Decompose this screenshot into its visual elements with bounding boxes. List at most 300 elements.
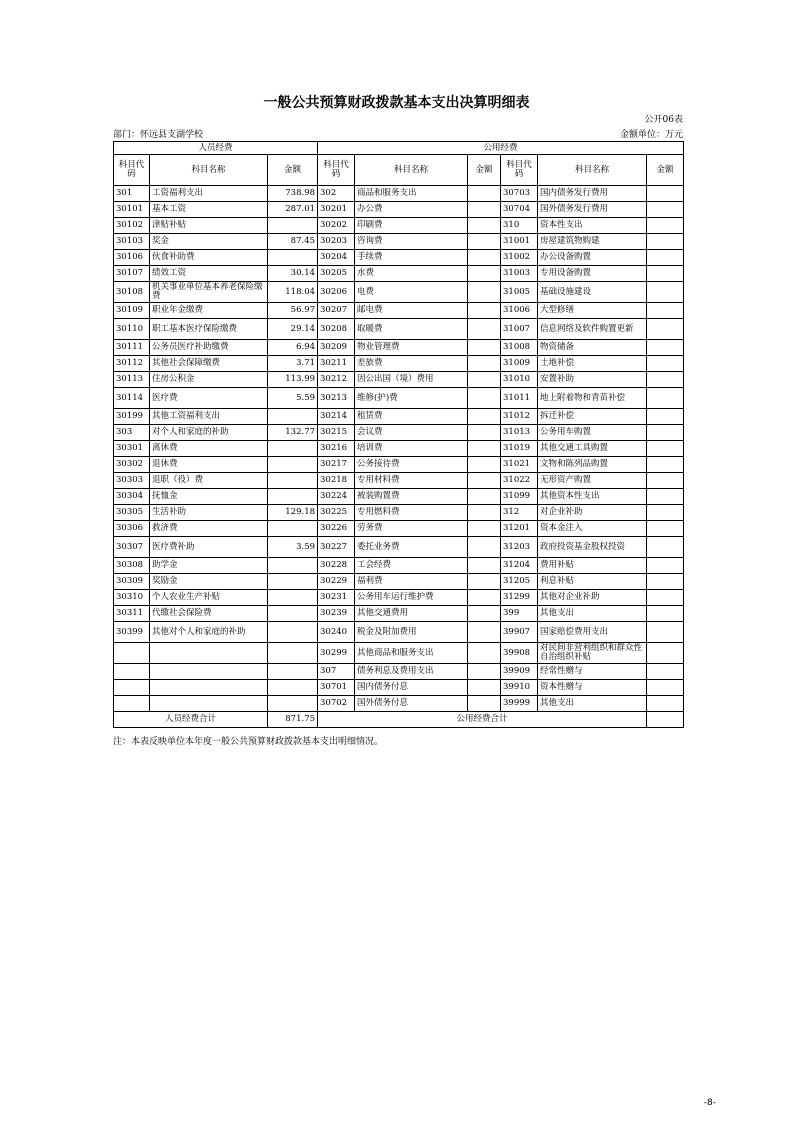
cell-code: 30216 [318,441,355,457]
cell-amount [647,250,684,266]
cell-name: 物业管理费 [355,340,468,356]
cell-code: 31001 [501,234,538,250]
cell-code: 31007 [501,319,538,340]
cell-name: 经常性赠与 [538,664,647,680]
cell-code: 30302 [114,457,150,473]
cell-name: 国内债务发行费用 [538,186,647,202]
cell-name: 劳务费 [355,521,468,537]
cell-amount [468,340,501,356]
cell-name: 国外债务付息 [355,696,468,712]
cell-code: 39908 [501,643,538,664]
cell-name: 国内债务付息 [355,680,468,696]
cell-amount [268,441,318,457]
cell-amount [647,372,684,388]
cell-code: 39910 [501,680,538,696]
cell-amount [468,282,501,303]
cell-name: 国家赔偿费用支出 [538,622,647,643]
cell-name: 资本性支出 [538,218,647,234]
cell-name: 公务用车运行维护费 [355,590,468,606]
cell-name: 对民间非营利组织和群众性自治组织补贴 [538,643,647,664]
cell-amount [647,680,684,696]
cell-code: 30101 [114,202,150,218]
cell-amount: 56.97 [268,303,318,319]
cell-amount [647,218,684,234]
cell-amount [647,574,684,590]
cell-code: 30107 [114,266,150,282]
page-number: -8- [703,1098,716,1108]
cell-amount [647,664,684,680]
table-row [114,356,684,372]
cell-code: 31013 [501,425,538,441]
cell-amount [468,425,501,441]
cell-code: 30109 [114,303,150,319]
cell-name: 安置补助 [538,372,647,388]
cell-code: 30310 [114,590,150,606]
cell-code: 31005 [501,282,538,303]
cell-code: 31021 [501,457,538,473]
cell-amount [468,409,501,425]
cell-amount [468,234,501,250]
cell-amount [468,303,501,319]
table-row [114,473,684,489]
col-header-amount: 金额 [268,155,318,186]
cell-name: 职工基本医疗保险缴费 [150,319,268,340]
table-row [114,457,684,473]
cell-name: 维修(护)费 [355,388,468,409]
cell-name: 伙食补助费 [150,250,268,266]
cell-name: 代缴社会保险费 [150,606,268,622]
cell-amount [268,409,318,425]
cell-name: 福利费 [355,574,468,590]
table-row [114,319,684,340]
cell-amount: 287.01 [268,202,318,218]
cell-name: 地上附着物和青苗补偿 [538,388,647,409]
cell-code: 31022 [501,473,538,489]
cell-code: 31011 [501,388,538,409]
cell-code: 30228 [318,558,355,574]
cell-name: 抚恤金 [150,489,268,505]
cell-amount [647,489,684,505]
cell-amount [468,356,501,372]
table-body [114,186,684,712]
cell-amount: 5.59 [268,388,318,409]
cell-amount [647,319,684,340]
cell-amount [268,643,318,664]
cell-name [150,680,268,696]
cell-name: 商品和服务支出 [355,186,468,202]
table-row [114,250,684,266]
cell-amount [468,319,501,340]
cell-name: 拆迁补偿 [538,409,647,425]
table-row [114,574,684,590]
cell-code: 30213 [318,388,355,409]
cell-code: 30110 [114,319,150,340]
cell-amount [647,606,684,622]
cell-amount [647,521,684,537]
table-note: 注：本表反映单位本年度一般公共预算财政拨款基本支出明细情况。 [113,737,384,747]
cell-name: 咨询费 [355,234,468,250]
cell-amount: 6.94 [268,340,318,356]
cell-name: 国外债务发行费用 [538,202,647,218]
table-row [114,340,684,356]
cell-name: 其他支出 [538,606,647,622]
cell-code: 30111 [114,340,150,356]
cell-amount [468,622,501,643]
cell-code: 30205 [318,266,355,282]
table-row [114,680,684,696]
cell-amount [468,457,501,473]
cell-name: 专用材料费 [355,473,468,489]
cell-code: 399 [501,606,538,622]
cell-amount [268,606,318,622]
cell-amount: 87.45 [268,234,318,250]
cell-amount [647,303,684,319]
cell-amount [647,590,684,606]
table-row [114,664,684,680]
cell-name: 奖金 [150,234,268,250]
cell-amount [468,643,501,664]
cell-code: 31002 [501,250,538,266]
cell-name: 其他资本性支出 [538,489,647,505]
unit-label: 金额单位：万元 [619,130,683,140]
cell-code: 31003 [501,266,538,282]
cell-code: 30103 [114,234,150,250]
cell-code: 30227 [318,537,355,558]
cell-code: 30308 [114,558,150,574]
table-row [114,303,684,319]
cell-code: 30309 [114,574,150,590]
cell-name: 工资福利支出 [150,186,268,202]
personnel-total-label: 人员经费合计 [114,712,268,728]
cell-amount [268,218,318,234]
cell-code: 30102 [114,218,150,234]
cell-code: 30206 [318,282,355,303]
cell-amount [468,250,501,266]
cell-code: 30231 [318,590,355,606]
cell-amount [268,664,318,680]
public-total-label: 公用经费合计 [318,712,647,728]
cell-name: 基础设施建设 [538,282,647,303]
cell-code: 30226 [318,521,355,537]
cell-amount [647,356,684,372]
table-row [114,409,684,425]
cell-amount [268,489,318,505]
cell-amount [468,218,501,234]
cell-name: 大型修缮 [538,303,647,319]
cell-amount [468,186,501,202]
cell-name: 电费 [355,282,468,303]
cell-code: 30199 [114,409,150,425]
cell-code: 30106 [114,250,150,266]
cell-code: 30204 [318,250,355,266]
cell-code: 303 [114,425,150,441]
table-row [114,696,684,712]
cell-name: 基本工资 [150,202,268,218]
cell-code: 30203 [318,234,355,250]
cell-name: 公务员医疗补助缴费 [150,340,268,356]
cell-name: 住房公积金 [150,372,268,388]
cell-name: 办公费 [355,202,468,218]
cell-code: 30202 [318,218,355,234]
cell-name: 办公设备购置 [538,250,647,266]
cell-code: 39999 [501,696,538,712]
cell-code: 30114 [114,388,150,409]
cell-name: 其他社会保障缴费 [150,356,268,372]
cell-name: 印刷费 [355,218,468,234]
cell-amount [468,537,501,558]
cell-code: 30240 [318,622,355,643]
cell-code: 30113 [114,372,150,388]
cell-amount: 3.59 [268,537,318,558]
cell-name: 物资储备 [538,340,647,356]
cell-amount [268,521,318,537]
cell-code: 31205 [501,574,538,590]
cell-amount [647,266,684,282]
cell-name: 信息网络及软件购置更新 [538,319,647,340]
table-row [114,282,684,303]
cell-name: 手续费 [355,250,468,266]
table-row [114,643,684,664]
cell-amount [268,558,318,574]
cell-code: 31009 [501,356,538,372]
cell-name: 津贴补贴 [150,218,268,234]
cell-code: 30399 [114,622,150,643]
table-row [114,537,684,558]
cell-code: 30301 [114,441,150,457]
table-row [114,622,684,643]
cell-amount [268,622,318,643]
table-row [114,606,684,622]
cell-amount: 30.14 [268,266,318,282]
cell-name: 取暖费 [355,319,468,340]
cell-code: 30239 [318,606,355,622]
cell-name: 机关事业单位基本养老保险缴费 [150,282,268,303]
cell-name: 对个人和家庭的补助 [150,425,268,441]
cell-name: 被装购置费 [355,489,468,505]
cell-name: 利息补贴 [538,574,647,590]
cell-name: 退职（役）费 [150,473,268,489]
cell-name: 工会经费 [355,558,468,574]
page-title: 一般公共预算财政拨款基本支出决算明细表 [263,95,530,111]
personnel-total-value: 871.75 [268,712,318,728]
cell-name: 其他商品和服务支出 [355,643,468,664]
cell-name: 会议费 [355,425,468,441]
personnel-group-header: 人员经费 [114,142,318,155]
cell-code: 31006 [501,303,538,319]
cell-amount [647,505,684,521]
cell-code: 30108 [114,282,150,303]
cell-amount [647,425,684,441]
cell-amount [268,250,318,266]
cell-amount [647,234,684,250]
cell-code: 30217 [318,457,355,473]
col-header-amount: 金额 [647,155,684,186]
cell-name: 资本性赠与 [538,680,647,696]
cell-amount [647,186,684,202]
cell-amount [647,473,684,489]
cell-name: 费用补贴 [538,558,647,574]
cell-amount [647,441,684,457]
cell-code: 30704 [501,202,538,218]
cell-name: 专用燃料费 [355,505,468,521]
cell-name: 差旅费 [355,356,468,372]
cell-code: 30701 [318,680,355,696]
cell-code: 30311 [114,606,150,622]
cell-name: 房屋建筑物购建 [538,234,647,250]
col-header-name: 科目名称 [355,155,468,186]
cell-code: 31299 [501,590,538,606]
public-group-header: 公用经费 [318,142,684,155]
cell-code: 30304 [114,489,150,505]
cell-amount [468,489,501,505]
cell-name [150,643,268,664]
cell-amount [468,473,501,489]
cell-amount [468,606,501,622]
table-row [114,425,684,441]
cell-code: 30307 [114,537,150,558]
cell-name: 专用设备购置 [538,266,647,282]
cell-code: 30207 [318,303,355,319]
cell-code: 30299 [318,643,355,664]
cell-code: 31203 [501,537,538,558]
cell-amount: 132.77 [268,425,318,441]
cell-code: 307 [318,664,355,680]
cell-name: 土地补偿 [538,356,647,372]
cell-amount [268,696,318,712]
cell-amount [468,696,501,712]
cell-name [150,664,268,680]
cell-amount: 3.71 [268,356,318,372]
table-row [114,186,684,202]
cell-name: 债务利息及费用支出 [355,664,468,680]
cell-amount [468,558,501,574]
cell-name [150,696,268,712]
cell-amount [468,505,501,521]
table-row [114,234,684,250]
cell-code: 310 [501,218,538,234]
expenditure-table [113,141,684,728]
cell-name: 资本金注入 [538,521,647,537]
cell-name: 职业年金缴费 [150,303,268,319]
cell-code: 30702 [318,696,355,712]
cell-code: 30225 [318,505,355,521]
col-header-name: 科目名称 [538,155,647,186]
table-row [114,266,684,282]
cell-amount [268,574,318,590]
cell-name: 政府投资基金股权投资 [538,537,647,558]
cell-code [114,643,150,664]
cell-name: 培训费 [355,441,468,457]
cell-amount [647,282,684,303]
cell-code: 30303 [114,473,150,489]
cell-name: 租赁费 [355,409,468,425]
table-row [114,441,684,457]
cell-code: 30201 [318,202,355,218]
col-header-code: 科目代码 [501,155,538,186]
cell-amount [647,558,684,574]
cell-code: 30218 [318,473,355,489]
cell-amount [468,202,501,218]
cell-amount [268,473,318,489]
cell-name: 委托业务费 [355,537,468,558]
cell-code: 312 [501,505,538,521]
cell-amount [647,622,684,643]
cell-code: 30224 [318,489,355,505]
cell-code [114,680,150,696]
table-row [114,558,684,574]
cell-amount: 113.99 [268,372,318,388]
cell-amount [647,696,684,712]
cell-amount [468,441,501,457]
table-row [114,489,684,505]
cell-name: 其他对企业补助 [538,590,647,606]
col-header-name: 科目名称 [150,155,268,186]
cell-code: 30208 [318,319,355,340]
cell-name: 其他支出 [538,696,647,712]
cell-name: 个人农业生产补贴 [150,590,268,606]
cell-amount: 129.18 [268,505,318,521]
cell-code: 30703 [501,186,538,202]
cell-code: 30112 [114,356,150,372]
cell-name: 医疗费补助 [150,537,268,558]
col-header-amount: 金额 [468,155,501,186]
cell-name: 因公出国（境）费用 [355,372,468,388]
cell-amount: 118.04 [268,282,318,303]
cell-name: 对企业补助 [538,505,647,521]
cell-code: 39909 [501,664,538,680]
table-code: 公开06表 [644,115,683,125]
public-total-value [647,712,684,728]
cell-amount [468,680,501,696]
cell-name: 其他交通费用 [355,606,468,622]
cell-code: 30214 [318,409,355,425]
cell-code: 31099 [501,489,538,505]
table-row [114,521,684,537]
cell-amount [468,664,501,680]
cell-code: 31204 [501,558,538,574]
cell-code: 30209 [318,340,355,356]
cell-amount: 29.14 [268,319,318,340]
cell-code [114,664,150,680]
cell-amount [268,457,318,473]
cell-name: 奖励金 [150,574,268,590]
department-label: 部门：怀远县支湖学校 [113,130,204,140]
cell-amount [468,521,501,537]
cell-name: 税金及附加费用 [355,622,468,643]
cell-name: 其他工资福利支出 [150,409,268,425]
cell-code: 30305 [114,505,150,521]
cell-name: 水费 [355,266,468,282]
cell-name: 医疗费 [150,388,268,409]
cell-name: 其他对个人和家庭的补助 [150,622,268,643]
cell-code [114,696,150,712]
cell-amount [468,266,501,282]
col-header-code: 科目代码 [114,155,150,186]
cell-amount: 738.98 [268,186,318,202]
cell-amount [468,574,501,590]
cell-code: 31019 [501,441,538,457]
cell-amount [647,340,684,356]
table-row [114,590,684,606]
cell-name: 生活补助 [150,505,268,521]
cell-name: 助学金 [150,558,268,574]
cell-amount [468,372,501,388]
cell-amount [647,202,684,218]
cell-name: 绩效工资 [150,266,268,282]
cell-code: 30306 [114,521,150,537]
cell-name: 无形资产购置 [538,473,647,489]
cell-code: 31201 [501,521,538,537]
